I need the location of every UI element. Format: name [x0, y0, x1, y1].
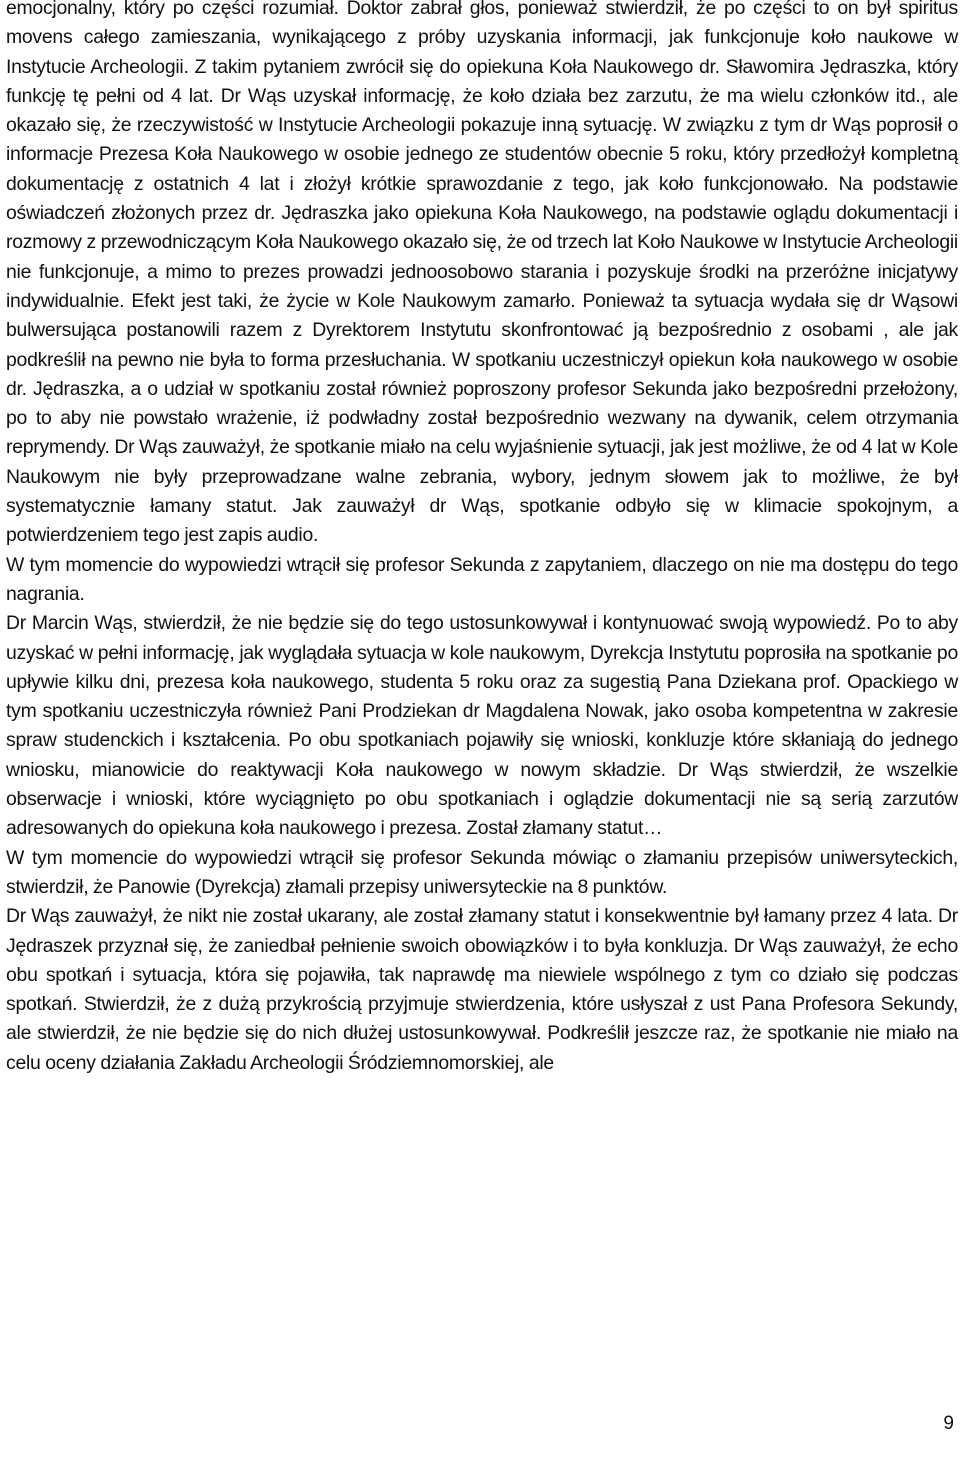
body-paragraph: emocjonalny, który po części rozumiał. Doktor zabrał głos, ponieważ stwierdził, że po części to on był spiritus movens całego zamieszania, wynikającego z próby uzyskania informacji, jak funkcjonuje koło naukowe w Instytucie Archeologii. Z takim pytaniem zwrócił się do opiekuna Koła Naukowego dr. Sławomira Jędraszka, który funkcję tę pełni od 4 lat. Dr Wąs uzyskał informację, że koło działa bez zarzutu, że ma wielu członków itd., ale okazało się, że rzeczywistość w Instytucie Archeologii pokazuje inną sytuację. W związku z tym dr Wąs poprosił o informacje Prezesa Koła Naukowego w osobie jednego ze studentów obecnie 5 roku, który przedłożył kompletną dokumentację z ostatnich 4 lat i złożył krótkie sprawozdanie z tego, jak koło funkcjonowało. Na podstawie oświadczeń złożonych przez dr. Jędraszka jako opiekuna Koła Naukowego, na podstawie oglądu dokumentacji i rozmowy z przewodniczącym Koła Naukowego okazało się, że od trzech lat Koło Naukowe w Instytucie Archeologii nie funkcjonuje, a mimo to prezes prowadzi jednoosobowo starania i pozyskuje środki na przeróżne inicjatywy indywidualnie. Efekt jest taki, że życie w Kole Naukowym zamarło. Ponieważ ta sytuacja wydała się dr Wąsowi bulwersująca postanowili razem z Dyrektorem Instytutu skonfrontować ją bezpośrednio z osobami , ale jak podkreślił na pewno nie była to forma przesłuchania. W spotkaniu uczestniczył opiekun koła naukowego w osobie dr. Jędraszka, a o udział w spotkaniu został również poproszony profesor Sekunda jako bezpośredni przełożony, po to aby nie powstało wrażenie, iż podwładny został bezpośrednio wezwany na dywanik, celem otrzymania reprymendy. Dr Wąs zauważył, że spotkanie miało na celu wyjaśnienie sytuacji, jak jest możliwe, że od 4 lat w Kole Naukowym nie były przeprowadzane walne zebrania, wybory, jednym słowem jak to możliwe, że był systematycznie łamany statut. Jak zauważył dr Wąs, spotkanie odbyło się w klimacie spokojnym, a potwierdzeniem tego jest zapis audio. [6, 0, 958, 547]
document-page [6, 0, 958, 1078]
page-number: 9 [943, 1413, 954, 1434]
body-paragraph: Dr Marcin Wąs, stwierdził, że nie będzie się do tego ustosunkowywał i kontynuować swoją wypowiedź. Po to aby uzyskać w pełni informację, jak wyglądała sytuacja w kole naukowym, Dyrekcja Instytutu poprosiła na spotkanie po upływie kilku dni, prezesa koła naukowego, studenta 5 roku oraz za sugestią Pana Dziekana prof. Opackiego w tym spotkaniu uczestniczyła również Pani Prodziekan dr Magdalena Nowak, jako osoba kompetentna w zakresie spraw studenckich i kształcenia. Po obu spotkaniach pojawiły się wnioski, konkluzje które skłaniają do jednego wniosku, mianowicie do reaktywacji Koła naukowego w nowym składzie. Dr Wąs stwierdził, że wszelkie obserwacje i wnioski, które wyciągnięto po obu spotkaniach i oglądzie dokumentacji nie są serią zarzutów adresowanych do opiekuna koła naukowego i prezesa. Został złamany statut… [6, 612, 958, 840]
body-paragraph: W tym momencie do wypowiedzi wtrącił się profesor Sekunda mówiąc o złamaniu przepisów uniwersyteckich, stwierdził, że Panowie (Dyrekcja) złamali przepisy uniwersyteckie na 8 punktów. [6, 846, 958, 898]
body-paragraph: Dr Wąs zauważył, że nikt nie został ukarany, ale został złamany statut i konsekwentnie był łamany przez 4 lata. Dr Jędraszek przyznał się, że zaniedbał pełnienie swoich obowiązków i to była konkluzja. Dr Wąs zauważył, że echo obu spotkań i sytuacja, która się pojawiła, tak naprawdę ma niewiele wspólnego z tym co działo się podczas spotkań. Stwierdził, że z dużą przykrością przyjmuje stwierdzenia, które usłyszał z ust Pana Profesora Sekundy, ale stwierdził, że nie będzie się do nich dłużej ustosunkowywał. Podkreślił jeszcze raz, że spotkanie nie miało na celu oceny działania Zakładu Archeologii Śródziemnomorskiej, ale [6, 905, 958, 1074]
body-paragraph: W tym momencie do wypowiedzi wtrącił się profesor Sekunda z zapytaniem, dlaczego on nie ma dostępu do tego nagrania. [6, 553, 958, 605]
